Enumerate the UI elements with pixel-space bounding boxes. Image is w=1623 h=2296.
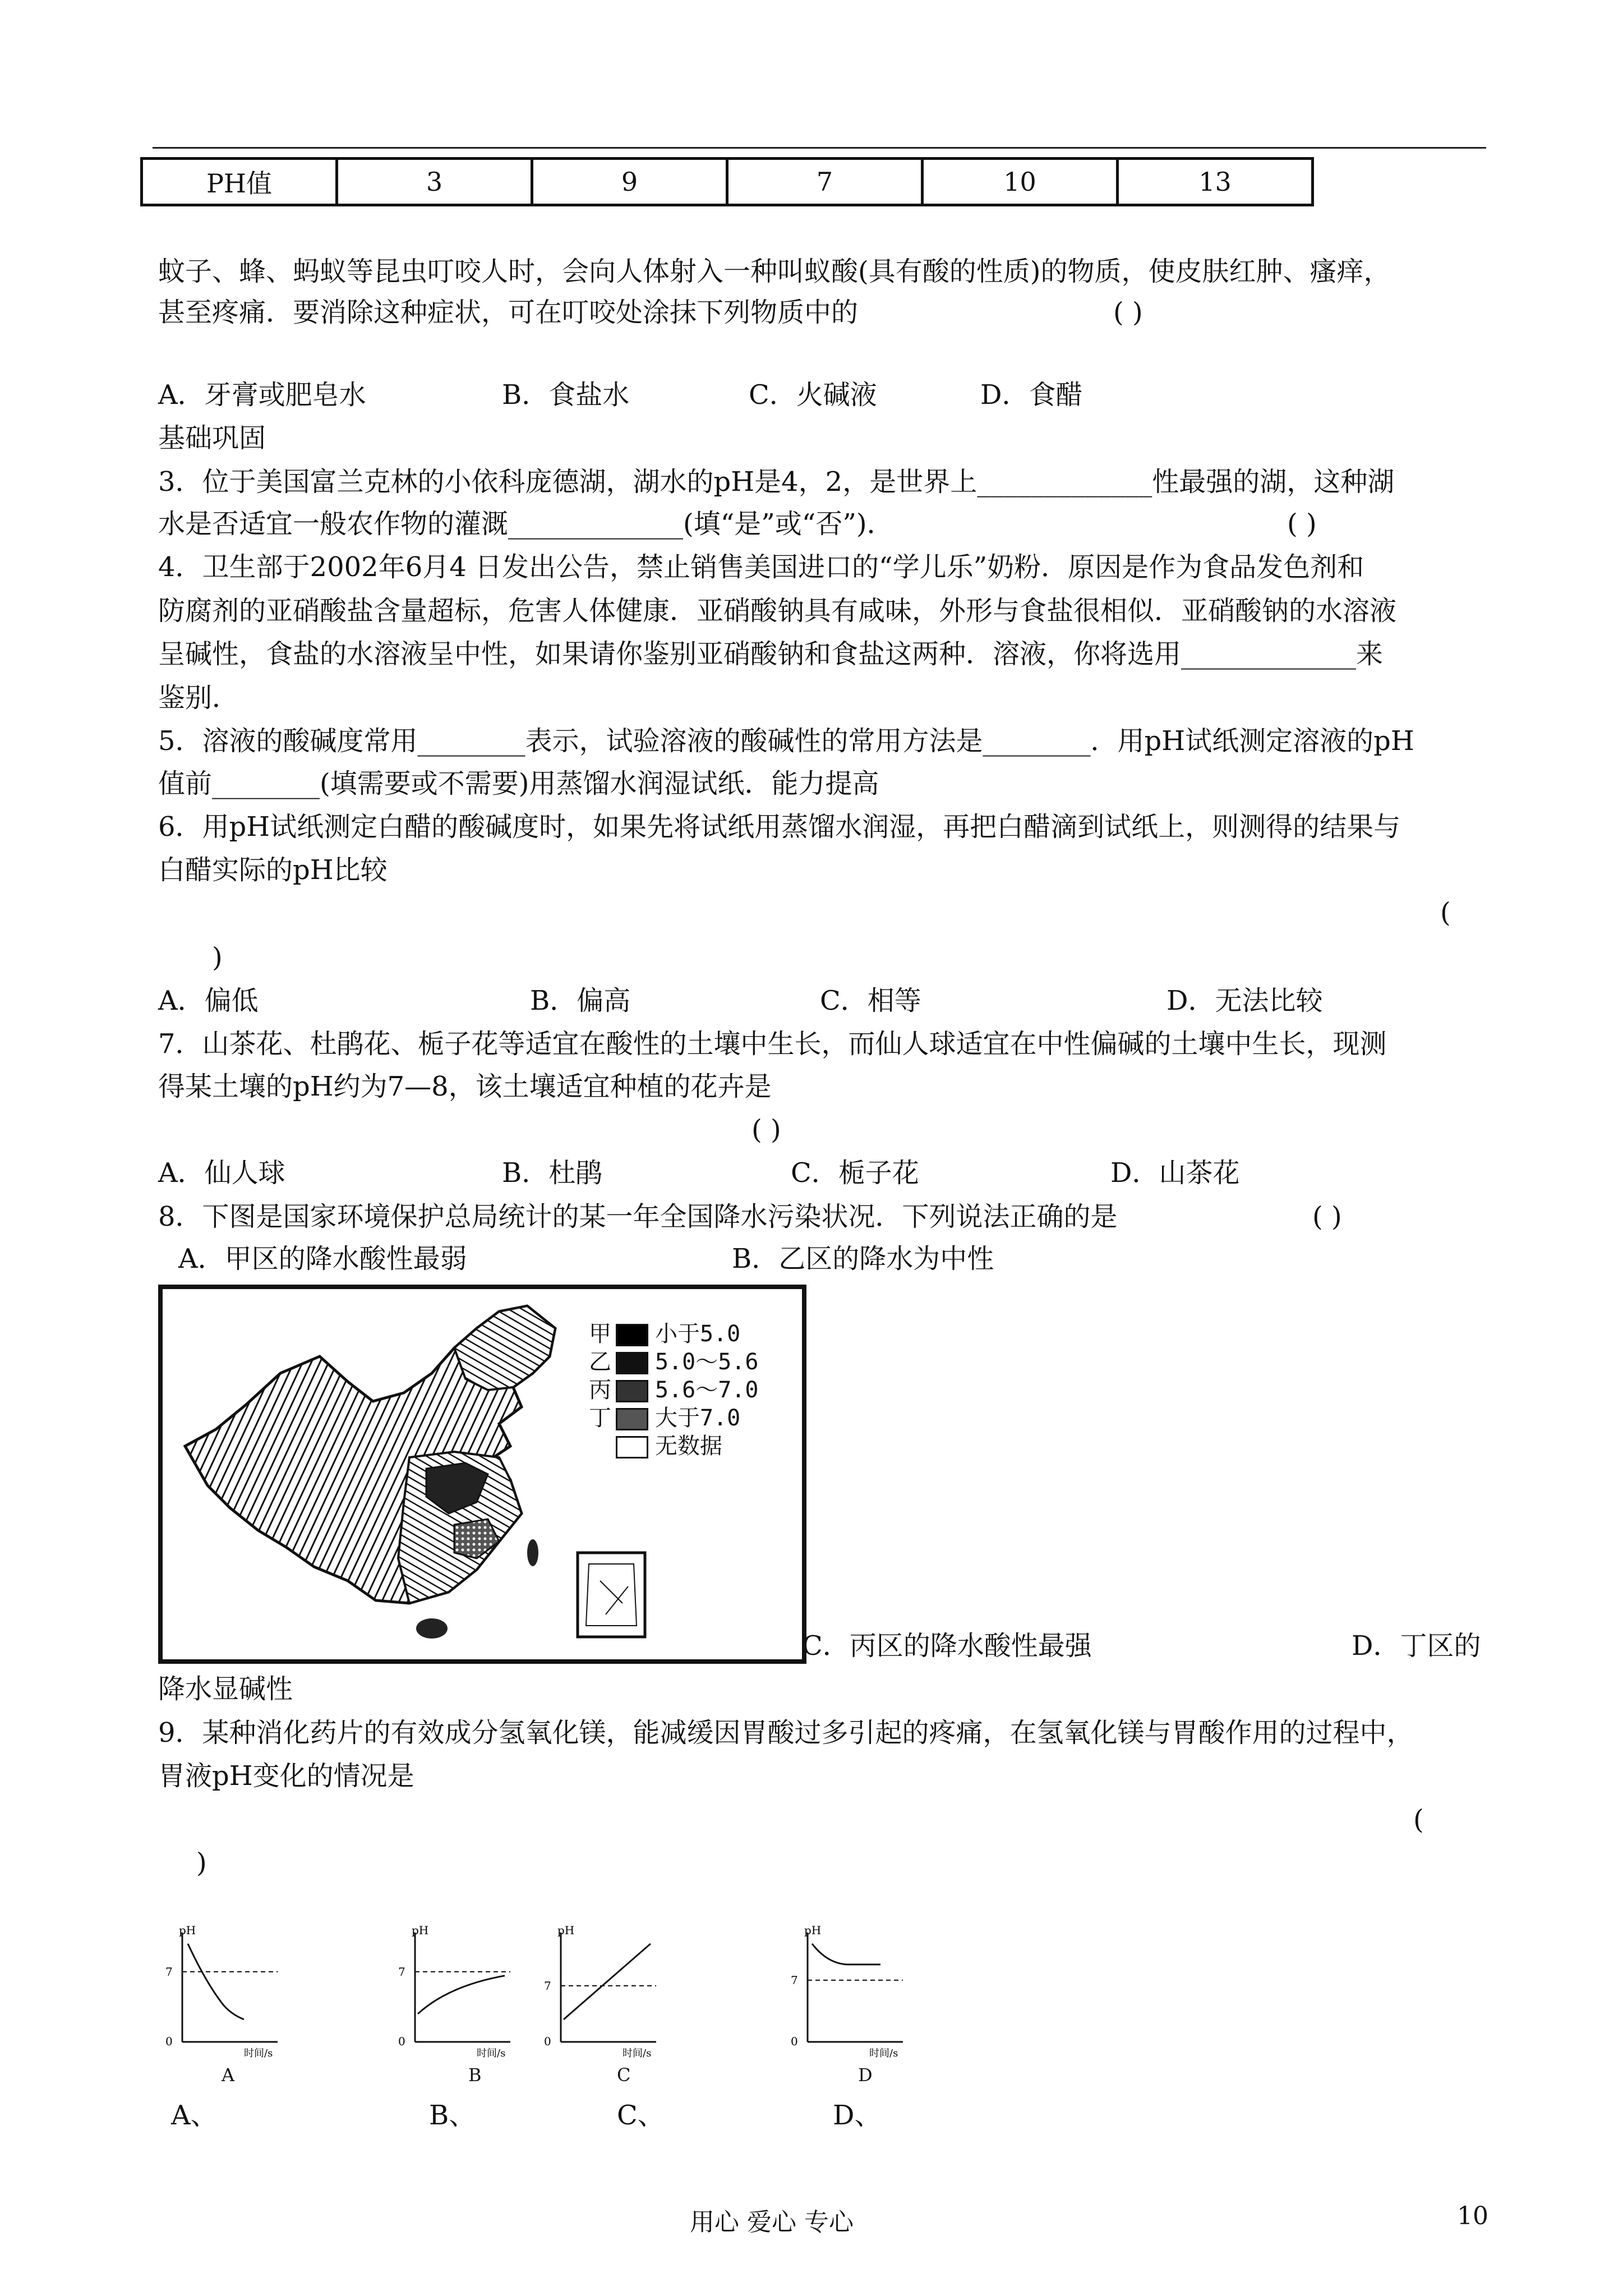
q9-line2: 胃液pH变化的情况是 [158, 1760, 414, 1792]
q9-line1: 9．某种消化药片的有效成分氢氧化镁，能减缓因胃酸过多引起的疼痛，在氢氧化镁与胃酸作用的过程中， [158, 1717, 1414, 1749]
graph-c [538, 1918, 684, 2064]
table-cell: 10 [923, 159, 1118, 205]
option-d: D．丁区的 [1352, 1630, 1481, 1662]
q-insect-line2: 甚至疼痛．要消除这种症状，可在叮咬处涂抹下列物质中的 [158, 297, 859, 328]
option-d: D．食醋 [980, 379, 1083, 411]
option-b: B．偏高 [530, 985, 631, 1016]
graph-letter: B [468, 2064, 482, 2086]
axis-label: 时间/s [623, 2047, 652, 2059]
legend-swatch [616, 1408, 648, 1430]
graph-b [393, 1918, 538, 2064]
option-d-continued: 降水显碱性 [158, 1673, 293, 1705]
q6-line2: 白醋实际的pH比较 [158, 854, 388, 886]
axis-label: pH [412, 1924, 429, 1937]
graph-a [160, 1918, 306, 2064]
legend-item: 丁 大于7.0 [589, 1405, 741, 1431]
table-row [142, 159, 1313, 205]
table-cell: 9 [532, 159, 727, 205]
option-c: C．火碱液 [749, 379, 877, 411]
graph-letter: A [222, 2064, 235, 2086]
axis-label: pH [804, 1924, 822, 1937]
answer-label-c: C、 [617, 2100, 665, 2131]
option-b: B．乙区的降水为中性 [732, 1243, 994, 1274]
q5-line2: 值前________(填需要或不需要)用蒸馏水润湿试纸．能力提高 [158, 768, 879, 799]
legend-swatch [616, 1436, 648, 1458]
q3-line1: 3．位于美国富兰克林的小依科庞德湖，湖水的pH是4，2，是世界上_____________性最强的湖，这种湖 [158, 466, 1395, 498]
graph-d [785, 1918, 931, 2064]
answer-paren: ( ) [751, 1114, 781, 1145]
q4-line1: 4．卫生部于2002年6月4 日发出公告，禁止销售美国进口的“学儿乐”奶粉．原因是作为食品发色剂和 [158, 551, 1364, 583]
q6-line1: 6．用pH试纸测定白醋的酸碱度时，如果先将试纸用蒸馏水润湿，再把白醋滴到试纸上，则测得的结果与 [158, 811, 1401, 843]
q7-line2: 得某土壤的pH约为7—8，该土壤适宜种植的花卉是 [158, 1071, 772, 1102]
option-d: D．山茶花 [1110, 1157, 1240, 1189]
table-cell: 13 [1118, 159, 1313, 205]
q4-line4: 鉴别． [158, 682, 239, 714]
option-a: A．甲区的降水酸性最弱 [178, 1243, 467, 1274]
table-cell: 3 [337, 159, 532, 205]
axis-label: 时间/s [244, 2047, 273, 2059]
tick-label: 7 [544, 1979, 551, 1993]
option-a: A．牙膏或肥皂水 [158, 379, 366, 411]
q7-line1: 7．山茶花、杜鹃花、栀子花等适宜在酸性的土壤中生长，而仙人球适宜在中性偏碱的土壤中生长，现测 [158, 1028, 1387, 1060]
tick-label: 7 [165, 1965, 173, 1978]
answer-label-d: D、 [833, 2100, 882, 2131]
legend-item: 甲 小于5.0 [589, 1321, 741, 1347]
legend-swatch [616, 1324, 648, 1346]
option-c: C．相等 [820, 985, 921, 1016]
tick-label: 0 [544, 2035, 551, 2048]
answer-paren-close: ) [212, 942, 223, 973]
ph-table [140, 157, 1314, 206]
option-d: D．无法比较 [1166, 985, 1323, 1016]
answer-paren: ( ) [1113, 297, 1143, 328]
footer-motto: 用心 爱心 专心 [690, 2208, 854, 2237]
q4-line3: 呈碱性，食盐的水溶液呈中性，如果请你鉴别亚硝酸钠和食盐这两种．溶液，你将选用_____________来 [158, 638, 1384, 670]
axis-label: 时间/s [477, 2047, 506, 2059]
tick-label: 7 [791, 1973, 798, 1987]
tick-label: 7 [398, 1965, 405, 1978]
legend-swatch [616, 1352, 648, 1374]
answer-paren: ( ) [1312, 1201, 1342, 1232]
axis-label: pH [557, 1924, 575, 1937]
tick-label: 0 [791, 2035, 798, 2048]
tick-label: 0 [398, 2035, 405, 2048]
answer-paren: ( ) [1287, 508, 1317, 540]
rainfall-pollution-map [158, 1285, 806, 1664]
option-c: C．丙区的降水酸性最强 [802, 1630, 1092, 1662]
legend-swatch [616, 1380, 648, 1402]
q4-line2: 防腐剂的亚硝酸盐含量超标，危害人体健康．亚硝酸钠具有咸味，外形与食盐很相似．亚硝酸钠的水溶液 [158, 595, 1397, 627]
graph-letter: C [617, 2064, 631, 2086]
tick-label: 0 [165, 2035, 173, 2048]
axis-label: 时间/s [869, 2047, 898, 2059]
answer-paren-open: ( [1413, 1804, 1424, 1835]
answer-paren-open: ( [1440, 897, 1451, 928]
option-a: A．偏低 [158, 985, 259, 1016]
legend-item: 丙 5.6～7.0 [589, 1377, 759, 1403]
graph-letter: D [858, 2064, 873, 2086]
answer-paren-close: ) [196, 1847, 207, 1879]
q8-line1: 8．下图是国家环境保护总局统计的某一年全国降水污染状况．下列说法正确的是 [158, 1201, 1118, 1232]
page-number: 10 [1457, 2202, 1488, 2230]
option-c: C．栀子花 [791, 1157, 919, 1189]
option-b: B．食盐水 [502, 379, 630, 411]
option-a: A．仙人球 [158, 1157, 285, 1189]
table-cell: 7 [727, 159, 923, 205]
header-rule [153, 147, 1486, 149]
table-header-cell: PH值 [142, 159, 337, 205]
section-title: 基础巩固 [158, 422, 266, 454]
answer-label-b: B、 [429, 2100, 476, 2131]
option-b: B．杜鹃 [502, 1157, 603, 1189]
q3-line2: 水是否适宜一般农作物的灌溉_____________(填“是”或“否”)． [158, 508, 894, 540]
answer-label-a: A、 [171, 2100, 218, 2131]
q-insect-line1: 蚊子、蜂、蚂蚁等昆虫叮咬人时，会向人体射入一种叫蚁酸(具有酸的性质)的物质，使皮肤红肿、瘙痒， [158, 256, 1391, 287]
legend-item: 乙 5.0～5.6 [589, 1349, 759, 1375]
axis-label: pH [179, 1924, 196, 1937]
q5-line1: 5．溶液的酸碱度常用________表示，试验溶液的酸碱性的常用方法是________．用pH试纸测定溶液的pH [158, 725, 1414, 757]
legend-item: 无数据 [589, 1428, 722, 1460]
